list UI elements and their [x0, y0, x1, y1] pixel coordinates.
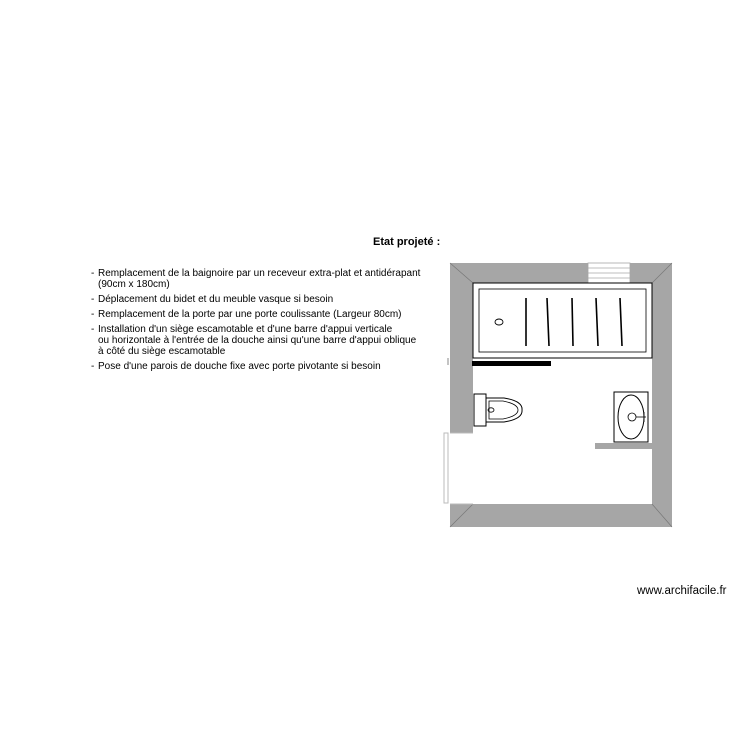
bullet-dash: -: [91, 309, 95, 320]
bullet-dash: -: [91, 268, 95, 279]
shower-tray-icon: [473, 283, 652, 358]
note-text: Remplacement de la baignoire par un receveur extra-plat et antidérapant (90cm x 180cm): [98, 268, 421, 290]
bullet-dash: -: [91, 361, 95, 372]
note-text: Pose d'une parois de douche fixe avec porte pivotante si besoin: [98, 361, 381, 372]
bullet-dash: -: [91, 324, 95, 335]
note-text: Installation d'un siège escamotable et d'une barre d'appui verticale ou horizontale à l'entrée de la douche ainsi qu'une barre d'appui oblique à côté du siège escamotable: [98, 324, 417, 357]
note-text: Déplacement du bidet et du meuble vasque si besoin: [98, 294, 334, 305]
bullet-dash: -: [91, 294, 95, 305]
plan-title: Etat projeté :: [373, 236, 441, 248]
washbasin-icon: [614, 392, 648, 442]
window-icon: [588, 263, 630, 283]
grab-bar-icon: [472, 361, 551, 366]
sliding-door-icon: [444, 433, 473, 504]
partition-wall: [595, 443, 652, 449]
credit-label: www.archifacile.fr: [637, 585, 727, 597]
note-text: Remplacement de la porte par une porte coulissante (Largeur 80cm): [98, 309, 402, 320]
toilet-icon: [474, 394, 522, 426]
